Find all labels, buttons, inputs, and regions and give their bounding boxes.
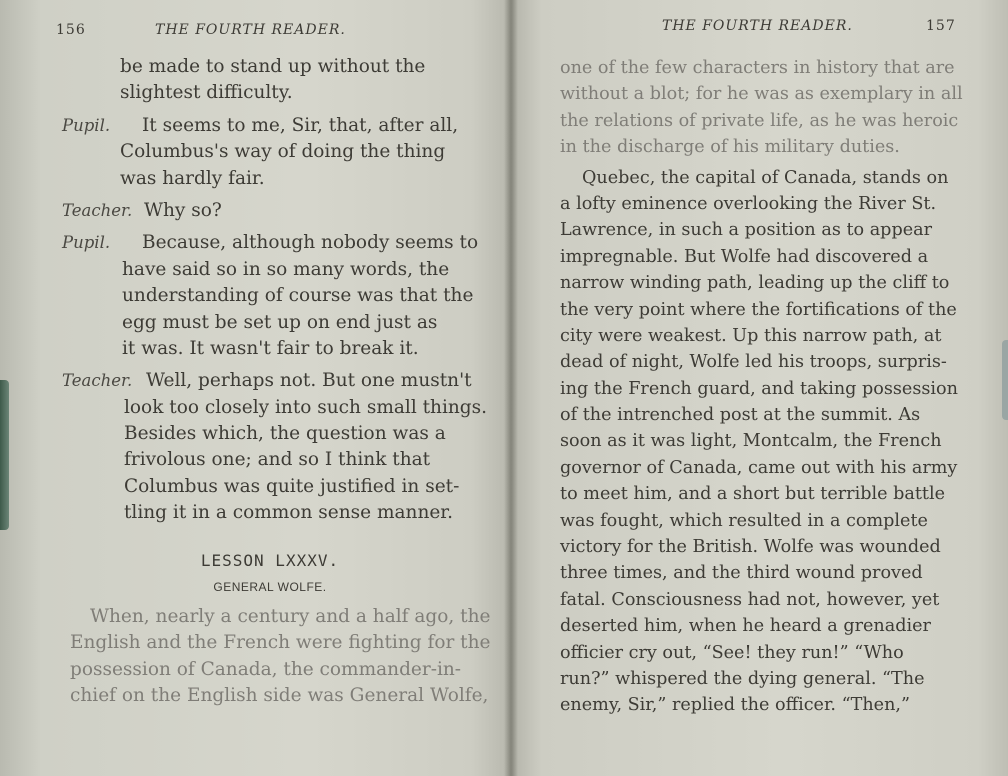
text-line: When, nearly a century and a half ago, the xyxy=(90,606,491,627)
text-line: was fought, which resulted in a complete xyxy=(560,510,928,531)
speaker-label: Pupil. xyxy=(62,115,111,135)
text-line: city were weakest. Up this narrow path, at xyxy=(560,325,942,346)
text-line: dead of night, Wolfe led his troops, surpris- xyxy=(560,352,947,373)
lesson-subtitle: GENERAL WOLFE. xyxy=(213,580,327,594)
text-line: enemy, Sir,” replied the officer. “Then,” xyxy=(560,695,911,716)
text-line: to meet him, and a short but terrible battle xyxy=(560,484,946,505)
text-line: was hardly fair. xyxy=(120,167,265,189)
page-edge-tab xyxy=(0,380,9,530)
right-page-number: 157 xyxy=(926,18,956,34)
text-line: Besides which, the question was a xyxy=(124,423,446,445)
text-line: fatal. Consciousness had not, however, yet xyxy=(560,589,940,610)
text-line: tling it in a common sense manner. xyxy=(124,502,453,524)
text-line: ing the French guard, and taking possession xyxy=(560,378,958,399)
text-line: Columbus's way of doing the thing xyxy=(120,141,446,163)
speaker-label: Pupil. xyxy=(62,233,111,253)
text-line: without a blot; for he was as exemplary in all xyxy=(560,84,963,105)
text-line: a lofty eminence overlooking the River St. xyxy=(560,193,937,214)
text-line: frivolous one; and so I think that xyxy=(124,449,431,471)
text-line: soon as it was light, Montcalm, the French xyxy=(560,431,942,452)
text-line: possession of Canada, the commander-in- xyxy=(70,658,462,680)
text-line: the relations of private life, as he was heroic xyxy=(560,110,959,131)
text-line: Why so? xyxy=(144,199,222,221)
text-line: Lawrence, in such a position as to appear xyxy=(560,220,933,241)
text-line: It seems to me, Sir, that, after all, xyxy=(142,114,459,136)
text-line: deserted him, when he heard a grenadier xyxy=(560,616,931,637)
text-line: have said so in so many words, the xyxy=(122,258,450,280)
text-line: Well, perhaps not. But one mustn't xyxy=(146,370,472,392)
text-line: three times, and the third wound proved xyxy=(560,563,923,584)
text-line: English and the French were fighting for the xyxy=(70,632,491,654)
text-line: officier cry out, “See! they run!” “Who xyxy=(560,642,904,663)
lesson-title: LESSON LXXXV. xyxy=(200,551,340,570)
text-line: of the intrenched post at the summit. As xyxy=(560,405,921,426)
left-page-number: 156 xyxy=(56,22,86,38)
text-line: one of the few characters in history that are xyxy=(560,58,955,78)
text-line: slightest difficulty. xyxy=(120,82,293,104)
right-page xyxy=(512,0,1008,776)
text-line: Quebec, the capital of Canada, stands on xyxy=(582,167,949,188)
text-line: narrow winding path, leading up the cliff to xyxy=(560,273,950,294)
lesson-block xyxy=(60,548,491,710)
left-running-head xyxy=(0,22,512,42)
text-line: chief on the English side was General Wolfe, xyxy=(70,685,489,707)
text-line: the very point where the fortifications of the xyxy=(560,299,957,320)
text-line: be made to stand up without the xyxy=(120,56,426,77)
text-line: Because, although nobody seems to xyxy=(142,232,479,254)
speaker-label: Teacher. xyxy=(62,371,133,391)
speaker-label: Teacher. xyxy=(62,200,133,220)
right-text-block xyxy=(560,56,963,720)
text-line: governor of Canada, came out with his army xyxy=(560,457,958,478)
text-line: impregnable. But Wolfe had discovered a xyxy=(560,246,929,267)
text-line: Columbus was quite justified in set- xyxy=(124,475,460,497)
right-running-head xyxy=(512,18,1008,38)
text-line: in the discharge of his military duties. xyxy=(560,137,900,158)
text-line: run?” whispered the dying general. “The xyxy=(560,668,925,689)
right-head-title: THE FOURTH READER. xyxy=(662,18,853,34)
dialogue-block xyxy=(62,54,487,527)
text-line: it was. It wasn't fair to break it. xyxy=(122,337,419,359)
text-line: understanding of course was that the xyxy=(122,285,474,307)
book-gutter xyxy=(504,0,518,776)
left-head-title: THE FOURTH READER. xyxy=(155,22,346,38)
text-line: victory for the British. Wolfe was wounded xyxy=(560,537,941,558)
text-line: look too closely into such small things. xyxy=(124,396,488,418)
page-edge-tab xyxy=(1002,340,1008,420)
text-line: egg must be set up on end just as xyxy=(122,311,438,333)
